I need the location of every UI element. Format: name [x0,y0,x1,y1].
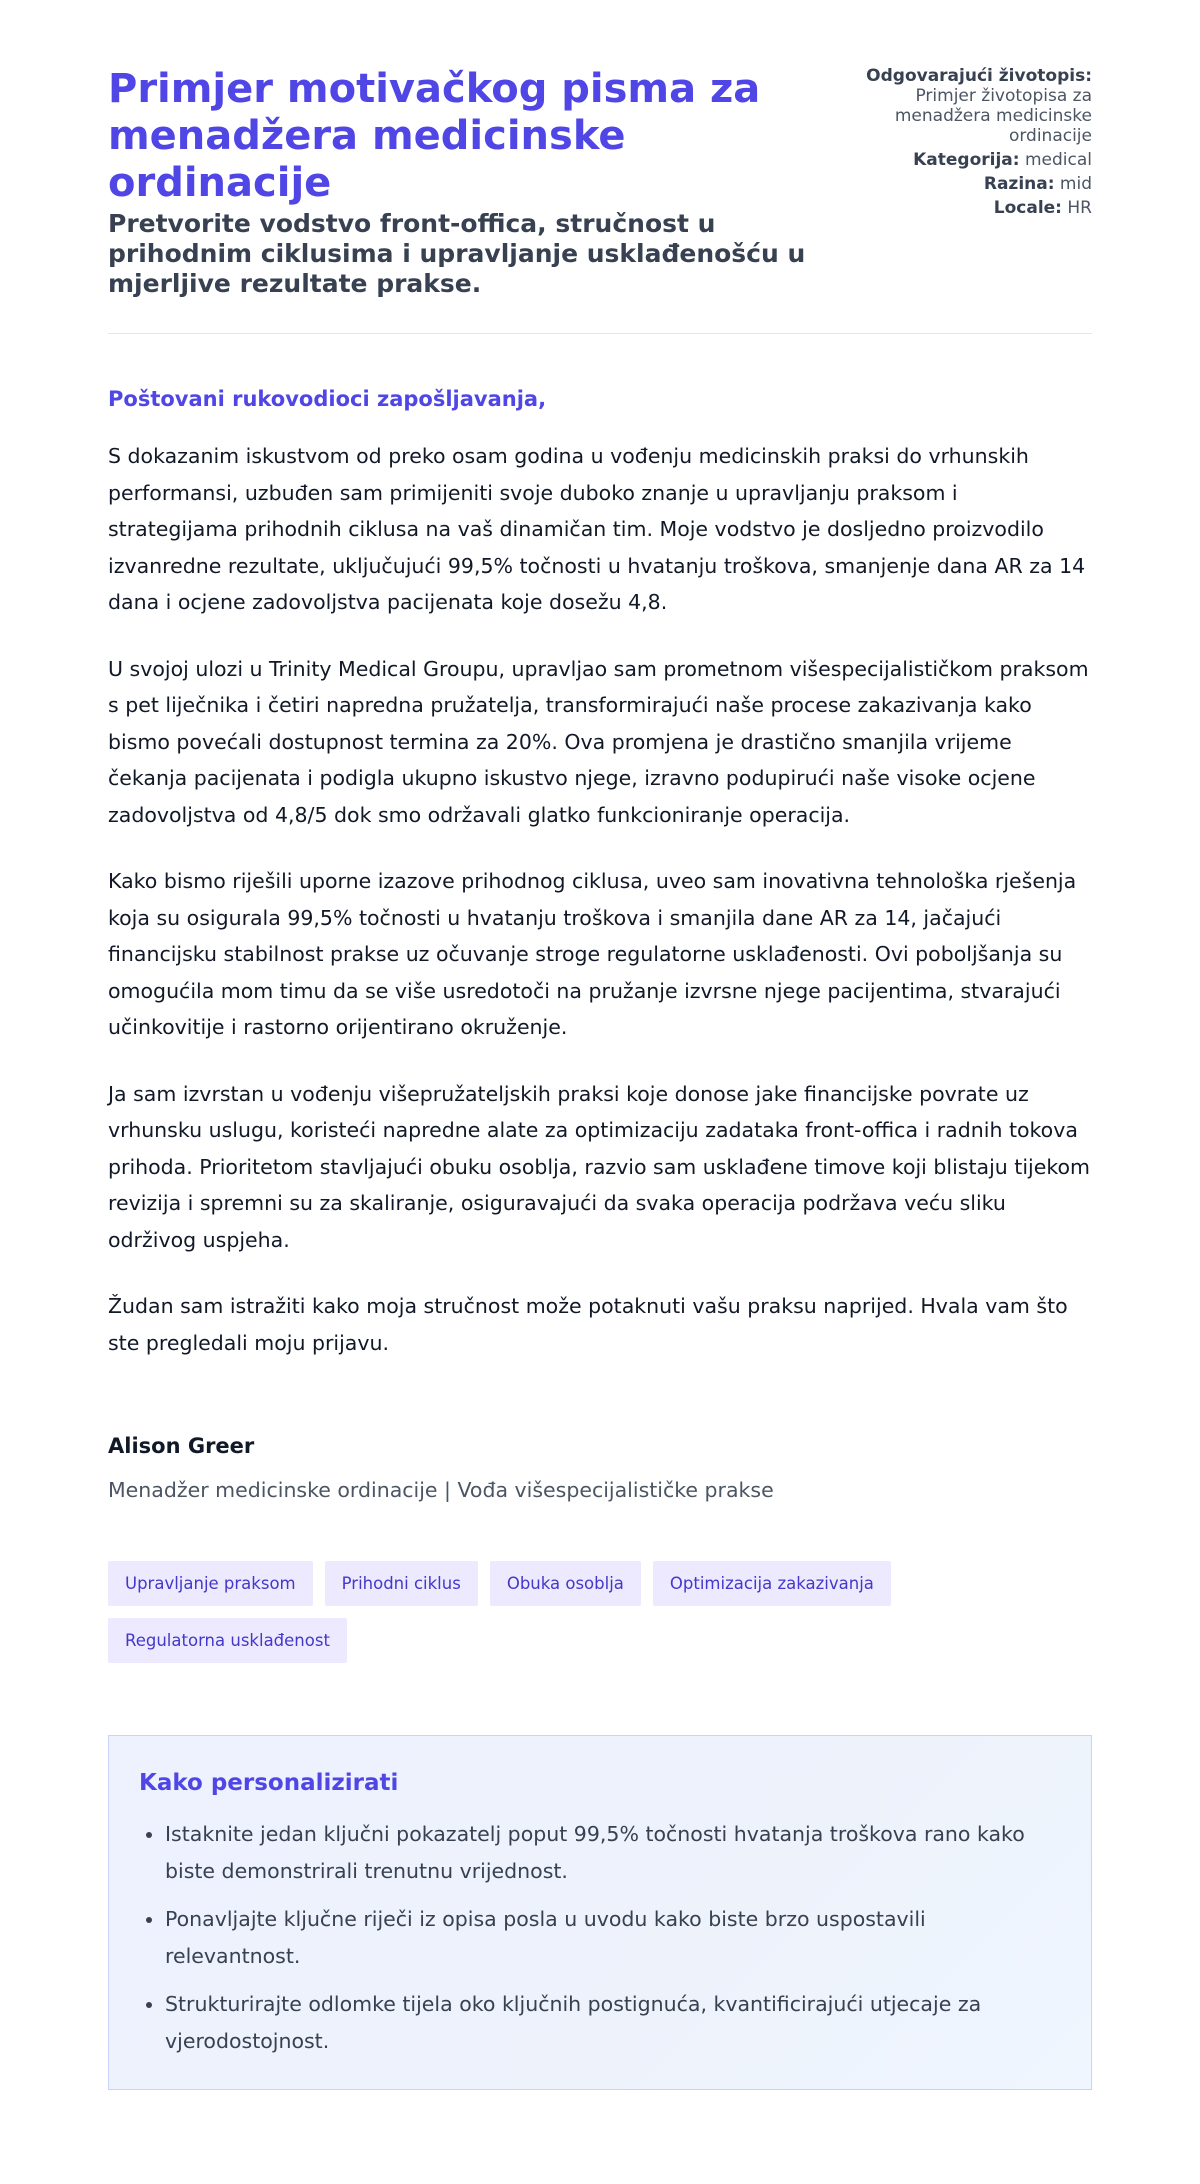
meta-resume [832,66,1092,146]
meta-locale-value: HR [1067,198,1092,218]
meta-level [832,174,1092,194]
tips-list [139,1816,1061,2059]
meta-locale [832,198,1092,218]
meta-level-value: mid [1059,174,1092,194]
header-titles [108,66,808,299]
skill-tag: Regulatorna usklađenost [108,1618,347,1663]
signature-name: Alison Greer [108,1434,255,1458]
letter-paragraph: Žudan sam istražiti kako moja stručnost može potaknuti vašu praksu naprijed. Hvala vam što ste pregledali moju prijavu. [108,1294,1068,1355]
letter-body [108,384,1092,1505]
letter-paragraph: S dokazanim iskustvom od preko osam godina u vođenju medicinskih praksi do vrhunskih performansi, uzbuđen sam primijeniti svoje duboko znanje u upravljanju praksom i strategijama prihodnih ciklusa na vaš dinamičan tim. Moje vodstvo je dosljedno proizvodilo izvanredne rezultate, uključujući 99,5% točnosti u hvatanju troškova, smanjenje dana AR za 14 dana i ocjene zadovoljstva pacijenata koje dosežu 4,8. [108,444,1086,614]
meta-category-value: medical [1024,150,1092,170]
letter-paragraph: Ja sam izvrstan u vođenju višepružateljskih praksi koje donose jake financijske povrate uz vrhunsku uslugu, koristeći napredne alate za optimizaciju zadataka front-offica i radnih tokova prihoda. Prioritetom stavljajući obuku osoblja, razvio sam usklađene timove koji blistaju tijekom revizija i spremni su za skaliranje, osiguravajući da svaka operacija podržava veću sliku održivog uspjeha. [108,1081,1090,1252]
skill-tag: Upravljanje praksom [108,1561,313,1606]
meta-level-label: Razina: [983,174,1055,194]
tips-title: Kako personalizirati [139,1770,399,1796]
personalization-tips [108,1735,1092,2090]
meta-category-label: Kategorija: [913,150,1020,170]
page-header [108,66,1092,334]
letter-paragraph: U svojoj ulozi u Trinity Medical Groupu, upravljao sam prometnom višespecijalističkom praksom s pet liječnika i četiri napredna pružatelja, transformirajući naše procese zakazivanja kako bismo povećali dostupnost termina za 20%. Ova promjena je drastično smanjila vrijeme čekanja pacijenata i podigla ukupno iskustvo njege, izravno podupirući naše visoke ocjene zadovoljstva od 4,8/5 dok smo održavali glatko funkcioniranje operacija. [108,656,1089,827]
meta-resume-value: Primjer životopisa za menadžera medicinske ordinacije [894,86,1092,146]
skill-tag: Obuka osoblja [490,1561,641,1606]
skill-tag: Prihodni ciklus [325,1561,478,1606]
skill-tags [108,1561,988,1663]
meta-locale-label: Locale: [993,198,1062,218]
tip-item: • Ponavljajte ključne riječi iz opisa posla u uvodu kako biste brzo uspostavili relevantnost. [165,1901,1061,1974]
meta-panel [832,66,1092,222]
signature-role: Menadžer medicinske ordinacije | Vođa višespecijalističke prakse [108,1478,774,1502]
meta-resume-label: Odgovarajući životopis: [866,66,1092,86]
meta-category [832,150,1092,170]
page-title: Primjer motivačkog pisma za menadžera medicinske ordinacije [108,66,761,206]
letter-paragraph: Kako bismo riješili uporne izazove prihodnog ciklusa, uveo sam inovativna tehnološka rješenja koja su osigurala 99,5% točnosti u hvatanju troškova i smanjila dane AR za 14, jačajući financijsku stabilnost prakse uz očuvanje stroge regulatorne usklađenosti. Ovi poboljšanja su omogućila mom timu da se više usredotoči na pružanje izvrsne njege pacijentima, stvarajući učinkovitije i rastorno orijentirano okruženje. [108,869,1077,1039]
tip-item: • Istaknite jedan ključni pokazatelj poput 99,5% točnosti hvatanja troškova rano kako biste demonstrirali trenutnu vrijednost. [165,1816,1061,1889]
letter-greeting: Poštovani rukovodioci zapošljavanja, [108,387,547,411]
page-subtitle: Pretvorite vodstvo front-offica, stručnost u prihodnim ciklusima i upravljanje usklađenošću u mjerljive rezultate prakse. [108,209,806,298]
tip-item: • Strukturirajte odlomke tijela oko ključnih postignuća, kvantificirajući utjecaje za vjerodostojnost. [165,1986,1061,2059]
skill-tag: Optimizacija zakazivanja [653,1561,891,1606]
